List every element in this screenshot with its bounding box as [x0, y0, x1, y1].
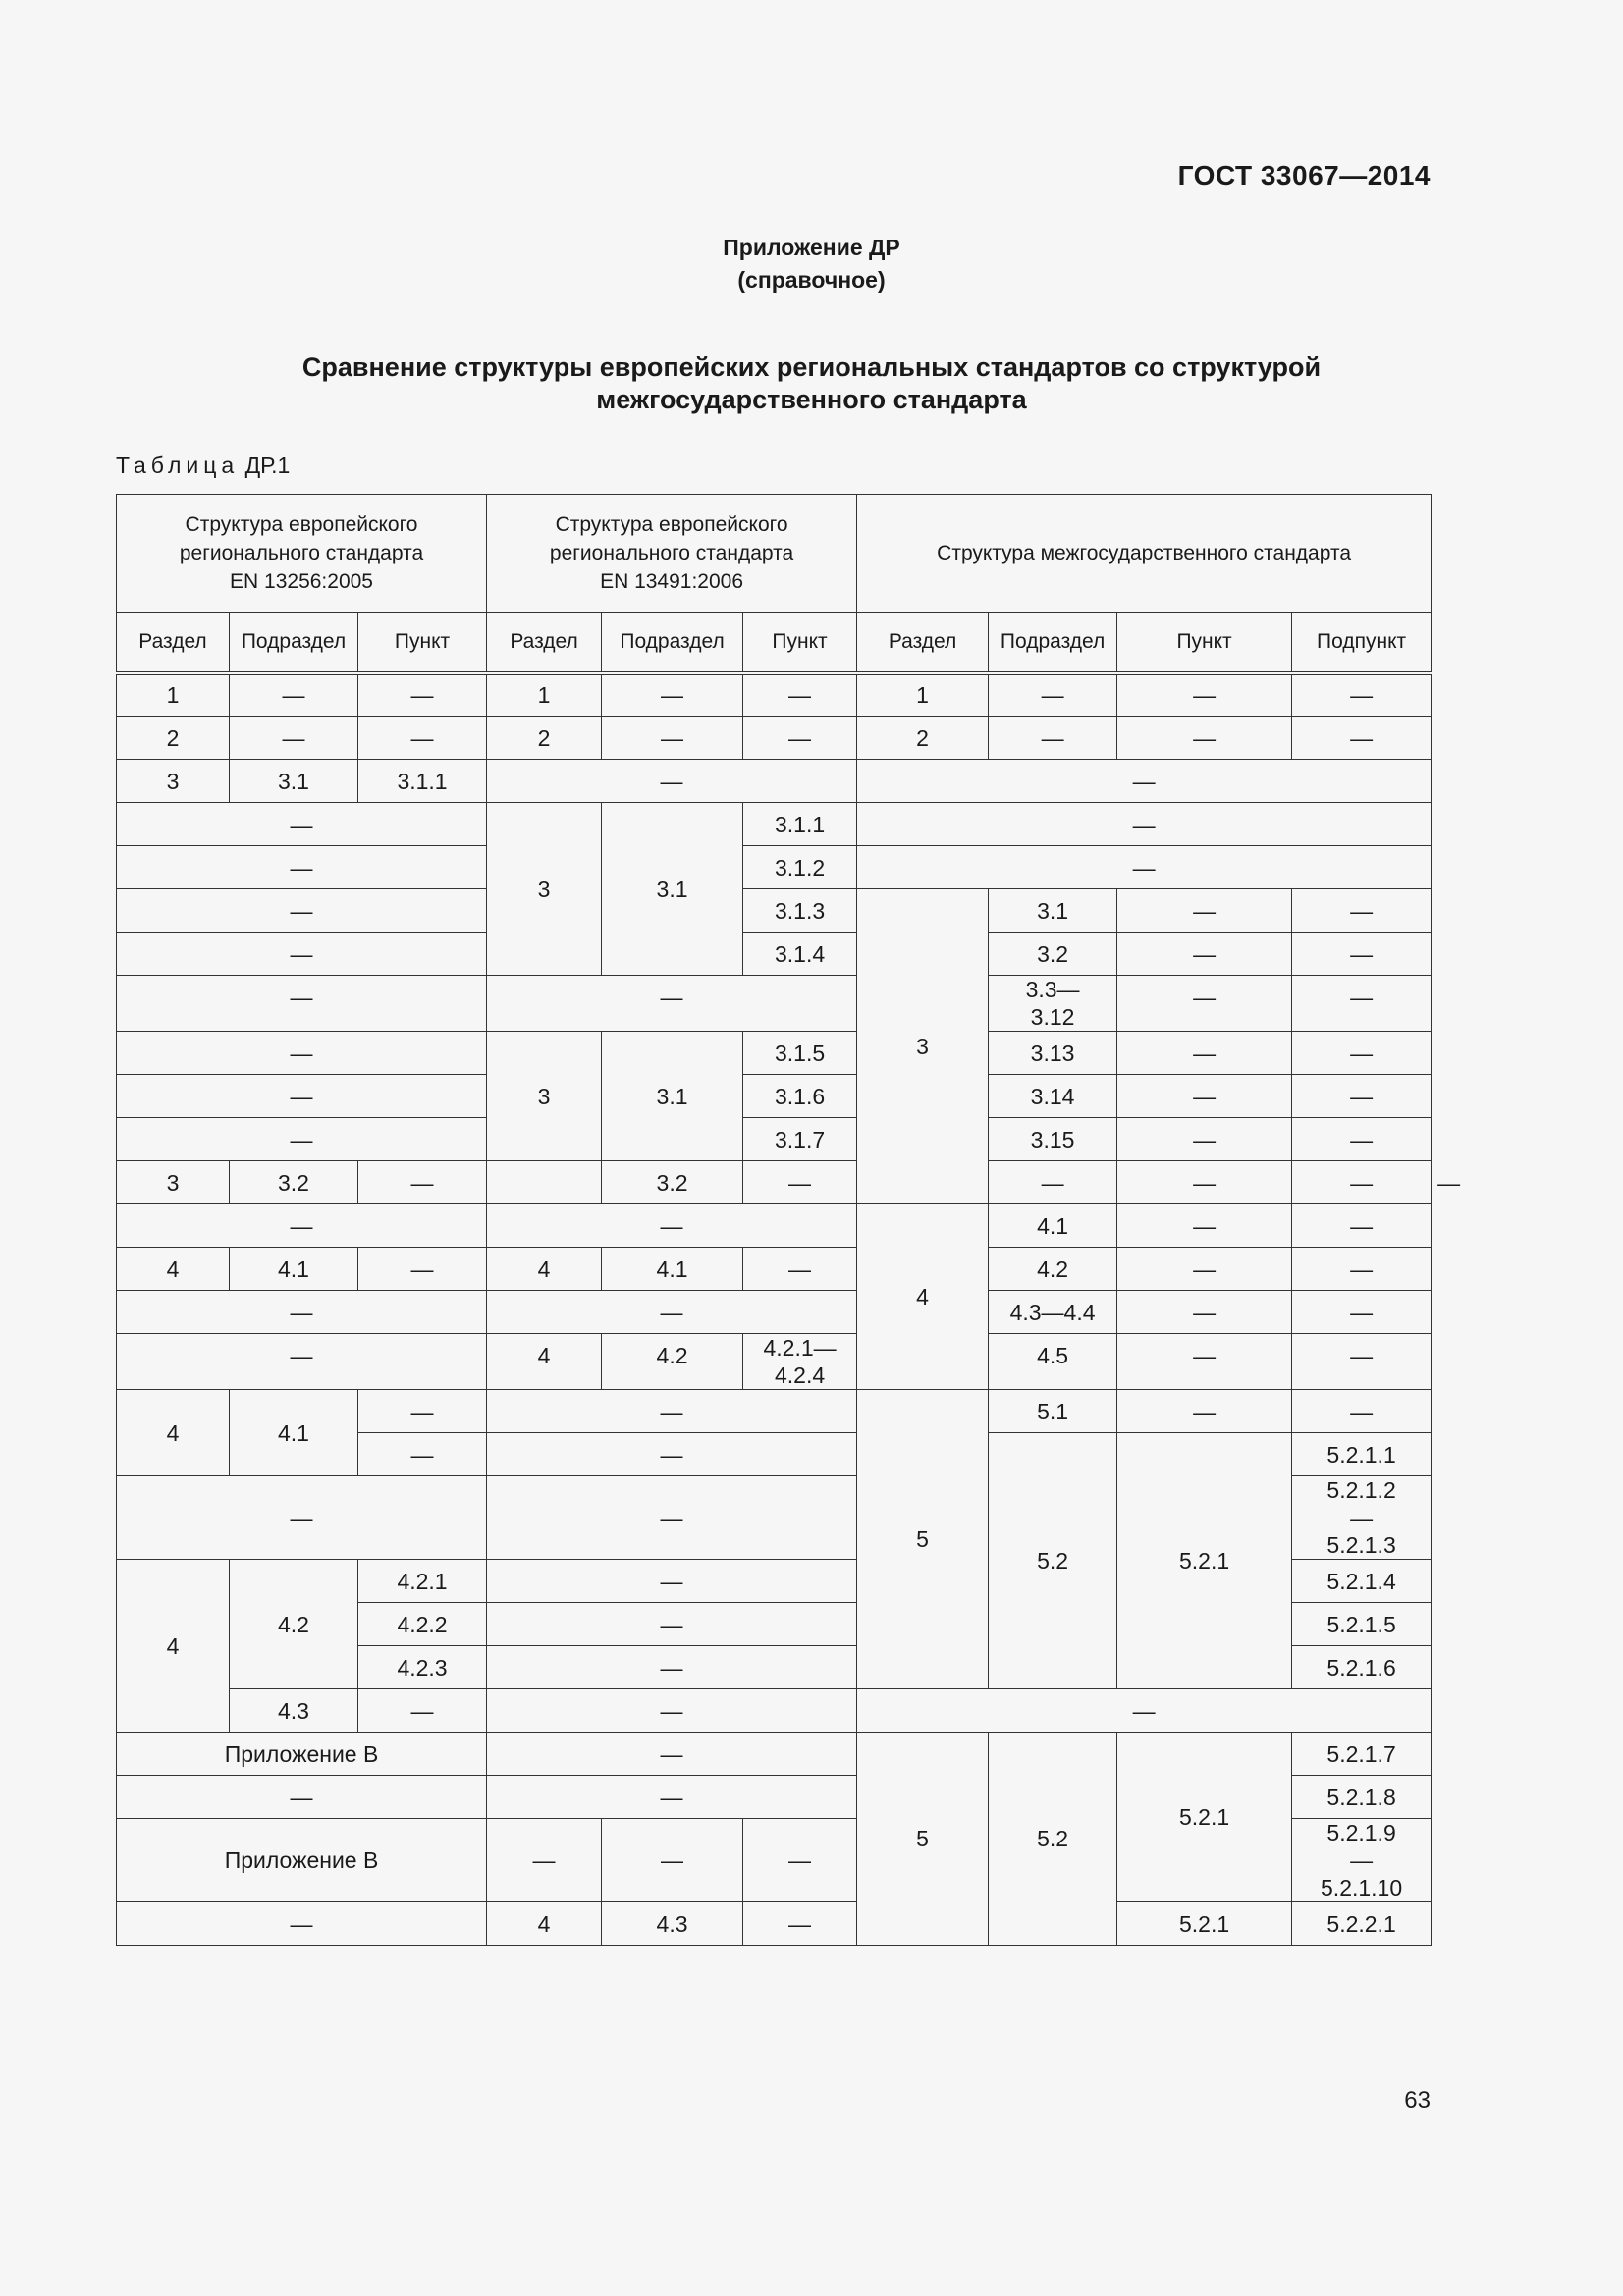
table-cell: 3.14 — [989, 1075, 1117, 1118]
table-cell: — — [1292, 1334, 1432, 1390]
table-cell: — — [743, 1819, 857, 1902]
table-cell: 4.2.1— 4.2.4 — [743, 1334, 857, 1390]
table-cell: — — [487, 976, 857, 1032]
table-cell: — — [1292, 1204, 1432, 1248]
column-header-cell: Подраздел — [989, 613, 1117, 673]
column-header-cell: Пункт — [743, 613, 857, 673]
table-cell: — — [1292, 976, 1432, 1032]
table-cell: 3.15 — [989, 1118, 1117, 1161]
table-caption — [116, 453, 290, 479]
table-cell: 1 — [857, 673, 989, 717]
table-cell: 4.5 — [989, 1334, 1117, 1390]
table-row — [117, 1902, 1432, 1946]
table-cell: — — [358, 1390, 487, 1433]
document-code: ГОСТ 33067—2014 — [1177, 160, 1431, 190]
column-header-cell: Пункт — [1117, 613, 1292, 673]
table-cell: — — [358, 1689, 487, 1733]
table-cell — [487, 1161, 602, 1204]
column-header-cell: Раздел — [117, 613, 230, 673]
table-cell: — — [857, 803, 1432, 846]
table-cell: — — [1117, 1248, 1292, 1291]
table-cell: 5.2.1 — [1117, 1733, 1292, 1902]
table-cell: — — [487, 760, 857, 803]
table-cell: — — [1117, 933, 1292, 976]
table-cell: — — [1292, 717, 1432, 760]
table-cell: 3.1.7 — [743, 1118, 857, 1161]
table-row — [117, 889, 1432, 933]
table-row — [117, 760, 1432, 803]
table-cell: — — [487, 1390, 857, 1433]
group-header-cell: Структура межгосударственного стандарта — [857, 495, 1432, 613]
table-row — [117, 1248, 1432, 1291]
column-header-cell: Подраздел — [602, 613, 743, 673]
table-cell: 1 — [117, 673, 230, 717]
table-cell: — — [602, 717, 743, 760]
table-row: 3 3.2 — 3.2 — — — — — — [117, 1161, 1432, 1204]
table-cell: 4 — [487, 1334, 602, 1390]
table-cell: 3.2 — [989, 933, 1117, 976]
table-cell: 4 — [487, 1902, 602, 1946]
table-cell: — — [117, 1776, 487, 1819]
table-cell: 4.3—4.4 — [989, 1291, 1117, 1334]
table-cell: 5.2.1.1 — [1292, 1433, 1432, 1476]
table-cell: — — [1117, 1334, 1292, 1390]
table-cell: 3 — [487, 803, 602, 976]
table-cell: — — [117, 976, 487, 1032]
table-cell: Приложение В — [117, 1819, 487, 1902]
table-row — [117, 1118, 1432, 1161]
table-cell: 3.1.5 — [743, 1032, 857, 1075]
table-row — [117, 1291, 1432, 1334]
table-row — [117, 933, 1432, 976]
table-cell: 4 — [487, 1248, 602, 1291]
appendix-heading — [0, 232, 1623, 296]
table-cell: 4.1 — [230, 1390, 358, 1476]
table-cell: 3 — [487, 1032, 602, 1161]
table-cell: 3.1.6 — [743, 1075, 857, 1118]
table-cell: — — [117, 1902, 487, 1946]
table-cell: 4.2.2 — [358, 1603, 487, 1646]
table-caption-label: Таблица — [116, 453, 240, 478]
table-cell: 5.2.1.5 — [1292, 1603, 1432, 1646]
table-cell: 3.1 — [602, 803, 743, 976]
table-cell: — — [857, 760, 1432, 803]
table-cell: 5.2.1.9 — 5.2.1.10 — [1292, 1819, 1432, 1902]
table-cell: 2 — [487, 717, 602, 760]
table-cell: — — [743, 717, 857, 760]
table-cell: — — [857, 846, 1432, 889]
table-cell: 4.2 — [602, 1334, 743, 1390]
table-cell: 4.2 — [230, 1560, 358, 1689]
table-cell: 2 — [857, 717, 989, 760]
column-header-cell: Подпункт — [1292, 613, 1432, 673]
table-cell: — — [487, 1819, 602, 1902]
table-cell: — — [743, 1161, 857, 1204]
table-cell: 3.1 — [989, 889, 1117, 933]
table-cell: — — [743, 1902, 857, 1946]
table-cell: — — [743, 1248, 857, 1291]
table-cell: 4 — [117, 1560, 230, 1733]
table-caption-number: ДР.1 — [244, 453, 291, 478]
table-row — [117, 976, 1432, 1032]
appendix-subtitle: (справочное) — [737, 267, 886, 293]
table-cell: — — [117, 889, 487, 933]
table-cell: — — [1117, 673, 1292, 717]
table-cell: 3.1.4 — [743, 933, 857, 976]
group-header-cell: Структура европейского регионального стандарта EN 13491:2006 — [487, 495, 857, 613]
table-row — [117, 846, 1432, 889]
table-cell: 4.1 — [602, 1248, 743, 1291]
table-row — [117, 673, 1432, 717]
table-cell: 3.3— 3.12 — [989, 976, 1117, 1032]
table-cell: — — [230, 673, 358, 717]
table-cell: — — [487, 1476, 857, 1560]
table-cell: 5.2.1.4 — [1292, 1560, 1432, 1603]
table-cell: — — [1292, 1248, 1432, 1291]
table-cell: — — [117, 1032, 487, 1075]
table-cell: 3 — [857, 889, 989, 1204]
table-cell: 4.3 — [602, 1902, 743, 1946]
table-cell: — — [117, 1204, 487, 1248]
table-cell: — — [487, 1689, 857, 1733]
table-cell: — — [1292, 1032, 1432, 1075]
table-cell: — — [487, 1560, 857, 1603]
table-cell: — — [1292, 1390, 1432, 1433]
column-header-cell: Раздел — [857, 613, 989, 673]
table-cell: — — [1292, 1161, 1432, 1204]
table-cell: — — [117, 933, 487, 976]
table-cell: — — [1292, 1118, 1432, 1161]
table-cell: — — [117, 1118, 487, 1161]
table-row — [117, 1689, 1432, 1733]
table-cell: 3.2 — [602, 1161, 743, 1204]
table-cell: — — [117, 1075, 487, 1118]
table-row — [117, 1075, 1432, 1118]
table-cell: — — [989, 717, 1117, 760]
table-cell: — — [487, 1433, 857, 1476]
table-cell: — — [117, 1291, 487, 1334]
table-cell: 4 — [857, 1204, 989, 1390]
table-cell: — — [1117, 1291, 1292, 1334]
comparison-table — [116, 494, 1461, 1946]
table-cell: 5.2 — [989, 1733, 1117, 1946]
table-cell: 3.1 — [230, 760, 358, 803]
group-header-cell: Структура европейского регионального стандарта EN 13256:2005 — [117, 495, 487, 613]
table-cell: 3.1 — [602, 1032, 743, 1161]
table-cell: 5.2 — [989, 1433, 1117, 1689]
table-row — [117, 717, 1432, 760]
table-cell: 2 — [117, 717, 230, 760]
table-cell: 3.1.1 — [358, 760, 487, 803]
table-cell: 4.1 — [230, 1248, 358, 1291]
table-cell: 5.2.2.1 — [1292, 1902, 1432, 1946]
table-cell: 1 — [487, 673, 602, 717]
table-cell: — — [602, 673, 743, 717]
table-cell: — — [1292, 933, 1432, 976]
appendix-title: Приложение ДР — [723, 235, 900, 260]
table-cell: — — [358, 1248, 487, 1291]
table-cell: 3.2 — [230, 1161, 358, 1204]
table-row — [117, 1733, 1432, 1776]
table-cell: — — [358, 717, 487, 760]
table-cell: — — [1292, 673, 1432, 717]
table-cell: — — [487, 1204, 857, 1248]
column-header-cell: Раздел — [487, 613, 602, 673]
table-cell: — — [1292, 1291, 1432, 1334]
table-cell: 3.1.2 — [743, 846, 857, 889]
table-cell: — — [117, 803, 487, 846]
page-number: 63 — [1404, 2087, 1431, 2113]
table-cell: 5 — [857, 1733, 989, 1946]
table-cell: — — [1117, 1075, 1292, 1118]
table-cell: — — [743, 673, 857, 717]
table-cell: — — [1117, 717, 1292, 760]
table-cell: 5.2.1.6 — [1292, 1646, 1432, 1689]
table-group-header-row — [117, 495, 1432, 613]
table-cell: — — [487, 1776, 857, 1819]
table-cell: Приложение В — [117, 1733, 487, 1776]
table-cell: — — [487, 1646, 857, 1689]
table-cell: 4.1 — [989, 1204, 1117, 1248]
table-row — [117, 1390, 1432, 1433]
table-cell: — — [1117, 1118, 1292, 1161]
table-row — [117, 1334, 1432, 1390]
table-cell: — — [1292, 1075, 1432, 1118]
table-cell: 5.2.1.8 — [1292, 1776, 1432, 1819]
table-cell: 5.2.1 — [1117, 1433, 1292, 1689]
table-cell: 3 — [117, 1161, 230, 1204]
table-cell: — — [1117, 1390, 1292, 1433]
table-cell: — — [1117, 976, 1292, 1032]
table-cell: — — [1117, 1032, 1292, 1075]
main-title: Сравнение структуры европейских региональных стандартов со структурой межгосударственного стандарта — [301, 352, 1322, 414]
table-cell: 4.2.3 — [358, 1646, 487, 1689]
table-cell: — — [487, 1733, 857, 1776]
table-cell: — — [1292, 889, 1432, 933]
table-cell: 5.2.1 — [1117, 1902, 1292, 1946]
table-cell: — — [487, 1603, 857, 1646]
table-cell: — — [117, 1476, 487, 1560]
table-cell: 5.1 — [989, 1390, 1117, 1433]
table-cell: 4.2.1 — [358, 1560, 487, 1603]
table-cell: — — [857, 1689, 1432, 1733]
table-cell: 4.3 — [230, 1689, 358, 1733]
table-cell: 4.2 — [989, 1248, 1117, 1291]
table-cell: 5.2.1.7 — [1292, 1733, 1432, 1776]
table-cell: 5.2.1.2 — 5.2.1.3 — [1292, 1476, 1432, 1560]
table-cell: 3.13 — [989, 1032, 1117, 1075]
table-cell: 5 — [857, 1390, 989, 1689]
table-row — [117, 803, 1432, 846]
table-cell: — — [602, 1819, 743, 1902]
table-cell: — — [1117, 889, 1292, 933]
table-cell: — — [989, 1161, 1117, 1204]
table-cell: — — [1117, 1161, 1292, 1204]
table-column-header-row — [117, 613, 1432, 673]
table-cell: — — [117, 1334, 487, 1390]
table-cell: — — [117, 846, 487, 889]
table-cell: — — [358, 1161, 487, 1204]
table-row — [117, 1032, 1432, 1075]
column-header-cell: Пункт — [358, 613, 487, 673]
table-cell: — — [230, 717, 358, 760]
table-row — [117, 1204, 1432, 1248]
table-cell: 4 — [117, 1248, 230, 1291]
table-cell: 3.1.3 — [743, 889, 857, 933]
table-cell: — — [487, 1291, 857, 1334]
table-cell: — — [989, 673, 1117, 717]
table-cell: — — [358, 1433, 487, 1476]
table-cell: — — [1117, 1204, 1292, 1248]
column-header-cell: Подраздел — [230, 613, 358, 673]
table-cell: 4 — [117, 1390, 230, 1476]
table-cell: 3.1.1 — [743, 803, 857, 846]
table-cell: — — [358, 673, 487, 717]
table-cell: 3 — [117, 760, 230, 803]
